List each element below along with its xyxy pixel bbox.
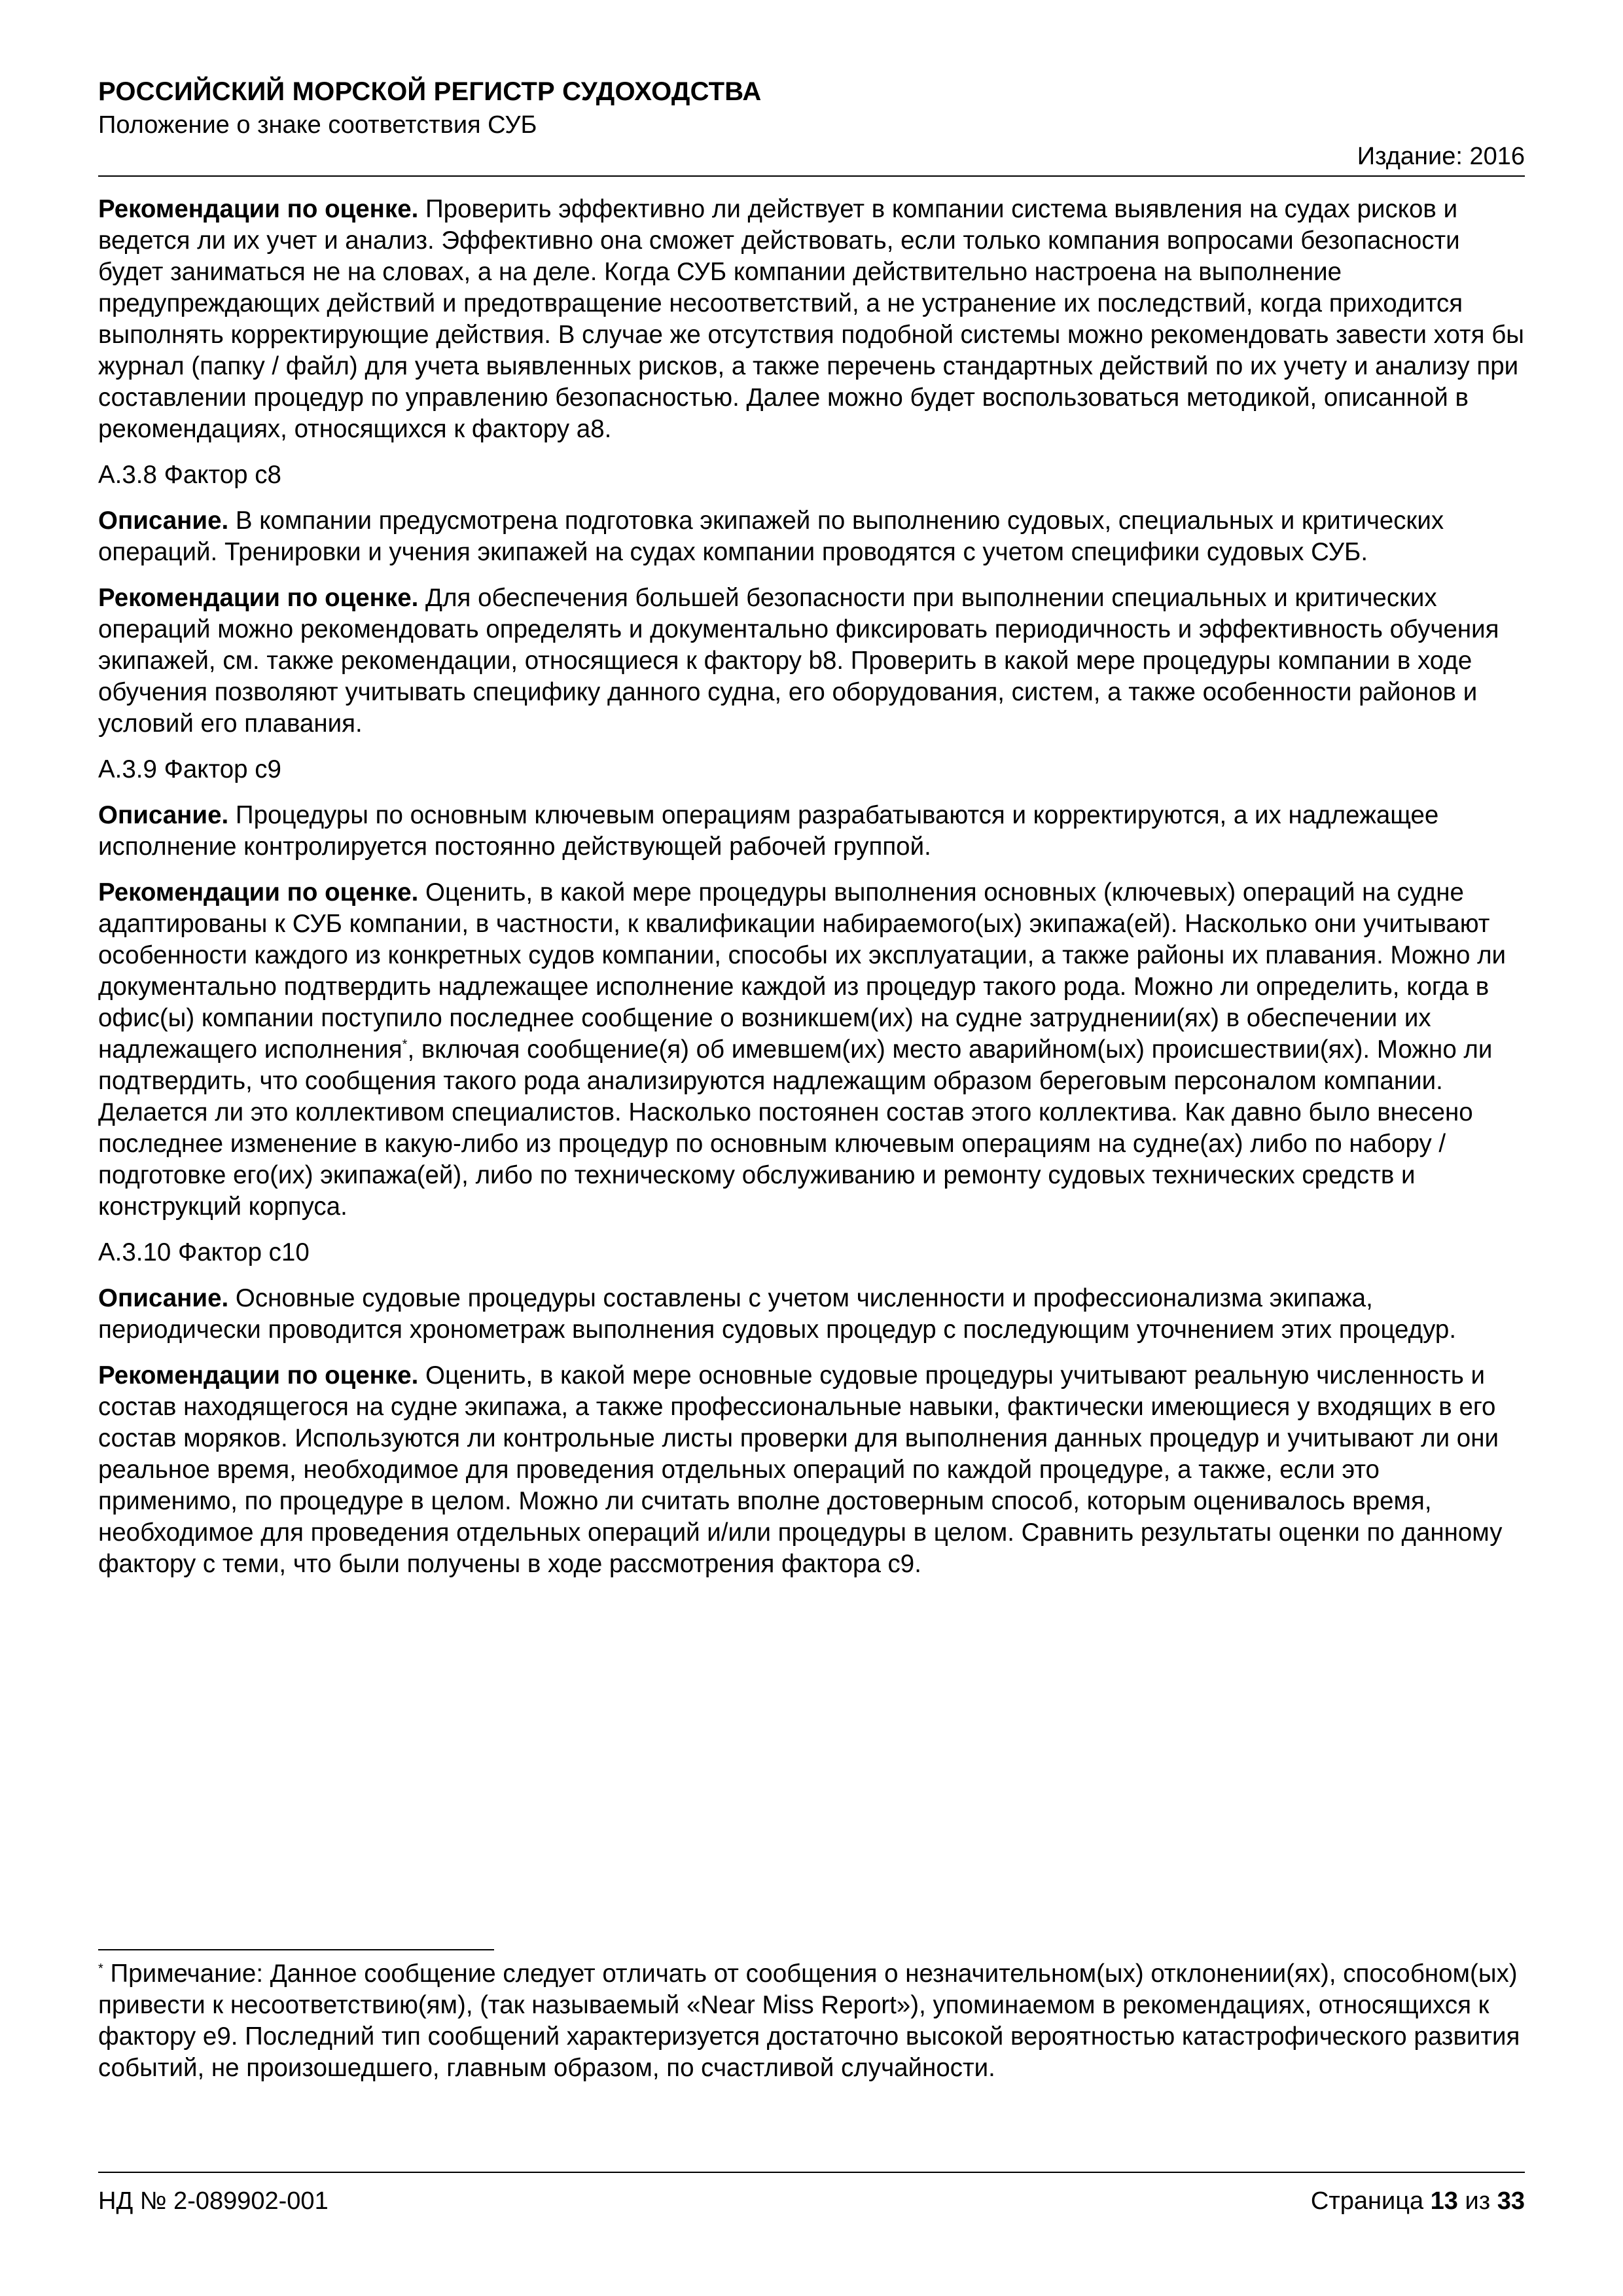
- section-heading-c10: A.3.10 Фактор c10: [98, 1238, 310, 1266]
- footer-divider: [98, 2172, 1525, 2173]
- paragraph-description-c10: [98, 1283, 1525, 1346]
- description-label: Описание.: [98, 801, 229, 829]
- paragraph-text: Для обеспечения большей безопасности при выполнении специальных и критических операций можно рекомендовать определять и документально фиксировать периодичность и эффективность обучения экипажей, см. также рекомендации, относящиеся к фактору b8. Проверить в какой мере процедуры компании в ходе обучения позволяют учитывать специфику данного судна, его оборудования, систем, а также особенности районов и условий его плавания.: [98, 584, 1499, 738]
- footnote-reference[interactable]: *: [402, 1037, 408, 1052]
- footnote-mark: *: [98, 1962, 103, 1977]
- paragraph-recommendations-c8: [98, 583, 1525, 740]
- section-heading-c9: A.3.9 Фактор c9: [98, 755, 281, 783]
- description-label: Описание.: [98, 1284, 229, 1312]
- page-header-organization: РОССИЙСКИЙ МОРСКОЙ РЕГИСТР СУДОХОДСТВА: [98, 77, 762, 106]
- recommendations-label: Рекомендации по оценке.: [98, 584, 419, 612]
- paragraph-recommendations-c9: [98, 877, 1525, 1223]
- footnote-text: [98, 1958, 1525, 2084]
- page-word: Страница: [1310, 2187, 1431, 2215]
- page-of: из: [1457, 2187, 1497, 2215]
- page-number: [1311, 2187, 1525, 2215]
- document-body: [98, 194, 1525, 1594]
- recommendations-label: Рекомендации по оценке.: [98, 1361, 419, 1390]
- page-total: 33: [1497, 2187, 1525, 2215]
- header-divider: [98, 175, 1525, 177]
- section-heading-c8: A.3.8 Фактор c8: [98, 461, 281, 489]
- recommendations-label: Рекомендации по оценке.: [98, 878, 419, 906]
- paragraph-description-c9: [98, 800, 1525, 863]
- paragraph-text: Проверить эффективно ли действует в компании система выявления на судах рисков и ведется ли их учет и анализ. Эффективно она сможет действовать, если только компания вопросами безопасности будет заниматься не на словах, а на деле. Когда СУБ компании действительно настроена на выполнение предупреждающих действий и предотвращение несоответствий, а не устранение их последствий, когда приходится выполнять корректирующие действия. В случае же отсутствия подобной системы можно рекомендовать завести хотя бы журнал (папку / файл) для учета выявленных рисков, а также перечень стандартных действий по их учету и анализу при составлении процедур по управлению безопасностью. Далее можно будет воспользоваться методикой, описанной в рекомендациях, относящихся к фактору a8.: [98, 195, 1524, 443]
- paragraph-text: Оценить, в какой мере основные судовые процедуры учитывают реальную численность и состав находящегося на судне экипажа, а также профессиональные навыки, фактически имеющиеся у входящих в его состав моряков. Используются ли контрольные листы проверки для выполнения данных процедур и учитывают ли они реальное время, необходимое для проведения отдельных операций по каждой процедуре, а также, если это применимо, по процедуре в целом. Можно ли считать вполне достоверным способ, которым оценивалось время, необходимое для проведения отдельных операций и/или процедуры в целом. Сравнить результаты оценки по данному фактору с теми, что были получены в ходе рассмотрения фактора c9.: [98, 1361, 1503, 1578]
- paragraph-description-c8: [98, 505, 1525, 568]
- paragraph-text: , включая сообщение(я) об имевшем(их) место аварийном(ых) происшествии(ях). Можно ли подтвердить, что сообщения такого рода анализируются надлежащим образом береговым персоналом компании. Делается ли это коллективом специалистов. Насколько постоянен состав этого коллектива. Как давно было внесено последнее изменение в какую-либо из процедур по основным ключевым операциям на судне(ах) либо по набору / подготовке его(их) экипажа(ей), либо по техническому обслуживанию и ремонту судовых технических средств и конструкций корпуса.: [98, 1035, 1493, 1221]
- document-number: НД № 2-089902-001: [98, 2187, 329, 2215]
- paragraph-text: В компании предусмотрена подготовка экипажей по выполнению судовых, специальных и критических операций. Тренировки и учения экипажей на судах компании проводятся с учетом специфики судовых СУБ.: [98, 507, 1444, 566]
- page-header-subtitle: Положение о знаке соответствия СУБ: [98, 111, 537, 139]
- paragraph-text: Процедуры по основным ключевым операциям разрабатываются и корректируются, а их надлежащее исполнение контролируется постоянно действующей рабочей группой.: [98, 801, 1439, 861]
- paragraph-recommendations-c7: [98, 194, 1525, 445]
- paragraph-recommendations-c10: [98, 1360, 1525, 1580]
- footnote: [98, 1958, 1525, 2084]
- description-label: Описание.: [98, 507, 229, 535]
- footnote-body: Примечание: Данное сообщение следует отличать от сообщения о незначительном(ых) отклонении(ях), способном(ых) привести к несоответствию(ям), (так называемый «Near Miss Report»), упоминаемом в рекомендациях, относящихся к фактору e9. Последний тип сообщений характеризуется достаточно высокой вероятностью катастрофического развития событий, не произошедшего, главным образом, по счастливой случайности.: [98, 1960, 1520, 2082]
- recommendations-label: Рекомендации по оценке.: [98, 195, 419, 223]
- footnote-divider: [98, 1949, 494, 1950]
- edition-label: Издание: 2016: [1357, 143, 1525, 170]
- paragraph-text: Основные судовые процедуры составлены с учетом численности и профессионализма экипажа, периодически проводится хронометраж выполнения судовых процедур с последующим уточнением этих процедур.: [98, 1284, 1457, 1344]
- paragraph-text: Оценить, в какой мере процедуры выполнения основных (ключевых) операций на судне адаптированы к СУБ компании, в частности, к квалификации набираемого(ых) экипажа(ей). Насколько они учитывают особенности каждого из конкретных судов компании, способы их эксплуатации, а также районы их плавания. Можно ли документально подтвердить надлежащее исполнение каждой из процедур такого рода. Можно ли определить, когда в офис(ы) компании поступило последнее сообщение о возникшем(их) на судне затруднении(ях) в обеспечении их надлежащего исполнения: [98, 878, 1507, 1064]
- page-current: 13: [1430, 2187, 1458, 2215]
